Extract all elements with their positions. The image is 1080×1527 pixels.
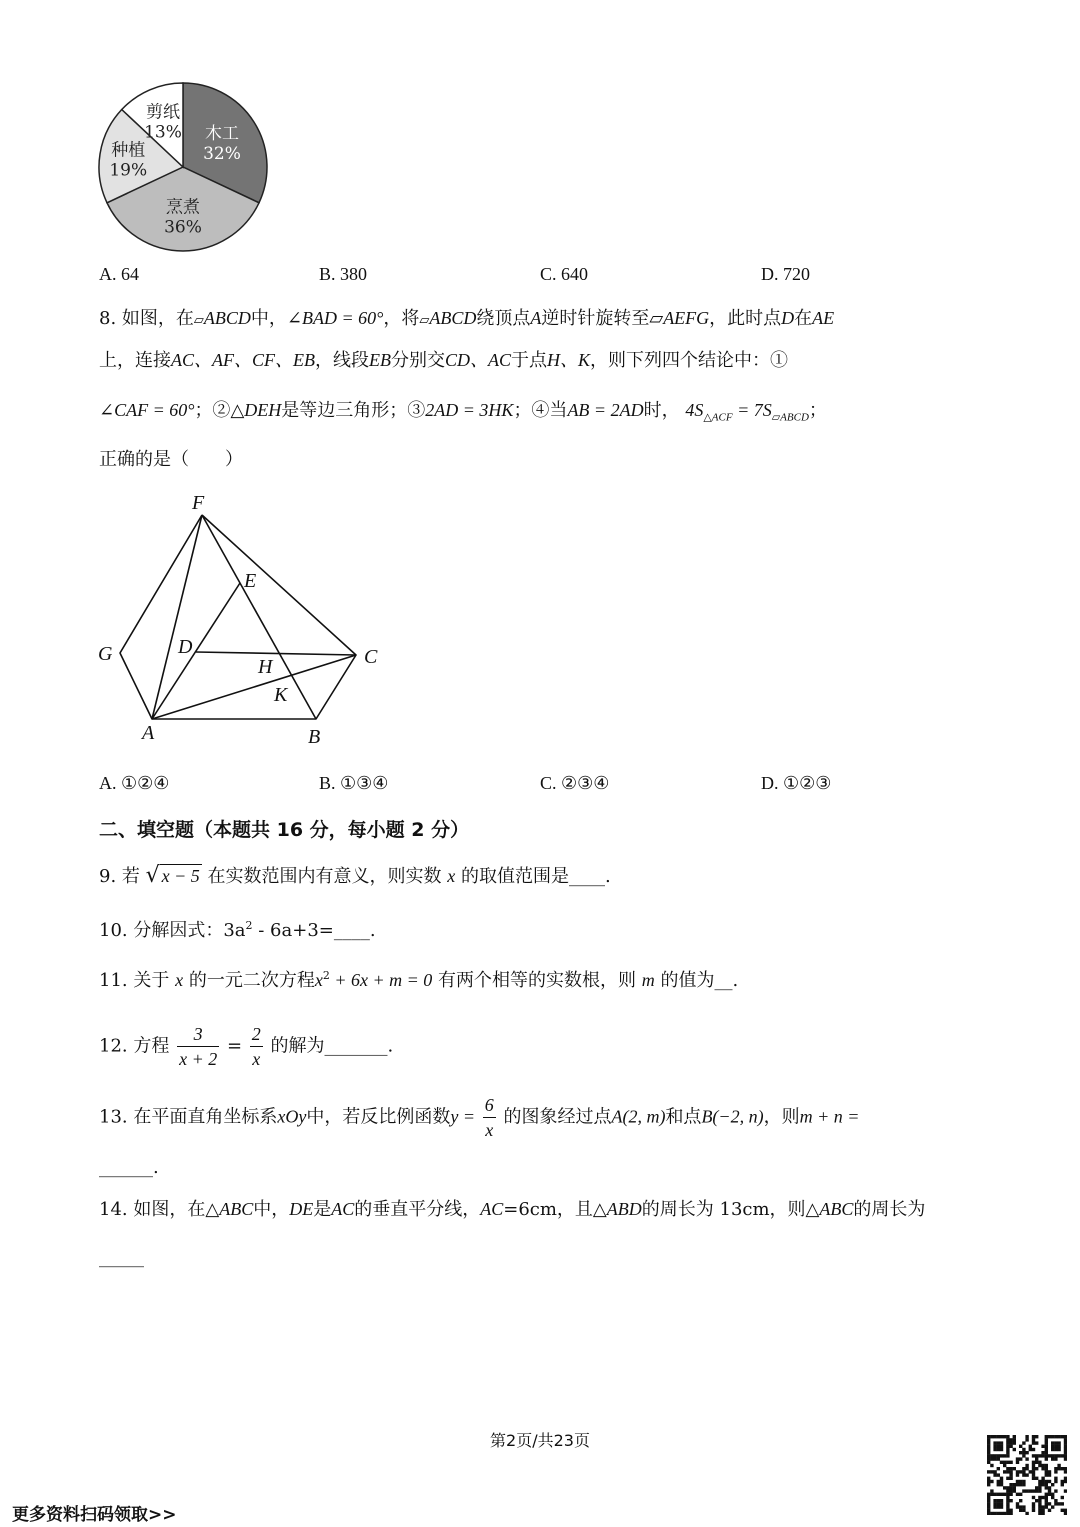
q7-option-c: C. 640 [540,264,589,284]
pie-pct-1: 36% [164,217,202,238]
question-10: 10. 分解因式：$3a^2$ - 6a+3=____. [99,919,376,941]
pie-label-1: 烹煮 [166,197,200,218]
q8-line-1: 8. 如图，在▱ABCD中，∠BAD = 60°，将▱ABCD绕顶点A逆时针旋转至▱AEFG，此时点D在AE [99,308,835,329]
pie-chart [95,82,275,257]
q7-option-a: A. 64 [99,264,139,284]
page-number: 第2页/共23页 [490,1431,590,1450]
question-9: 9. 若 √ x − 5 在实数范围内有意义，则实数 x 的取值范围是____. [99,863,611,888]
question-14: 14. 如图，在△ABC中，DE是AC的垂直平分线，AC=6cm，且△ABD的周长为 13cm，则△ABC的周长为 [99,1199,926,1220]
point-label-b: B [308,726,321,748]
pie-label-2: 种植 [111,140,146,161]
section-heading: 二、填空题（本题共 16 分，每小题 2 分） [99,819,470,841]
point-label-k: K [274,684,288,706]
point-label-c: C [364,646,378,668]
qr-code[interactable] [987,1435,1067,1515]
q8-line-3: ∠CAF = 60°；②△DEH是等边三角形；③2AD = 3HK；④当AB = 2AD时， $4S_{\triangle ACF} = 7S_{▱ABCD}$； [99,400,827,424]
point-label-f: F [192,492,205,514]
point-label-d: D [178,636,193,658]
pie-label-0: 木工 [205,124,240,145]
q7-option-b: B. 380 [319,264,368,284]
point-label-g: G [98,643,113,665]
question-12: 12. 方程 $\frac{3}{x + 2}$ = $\frac{2}{x}$ 的解为_______. [99,1024,394,1069]
point-label-a: A [142,722,155,744]
geometry-figure [90,485,400,750]
q8-option-d: D. ①②③ [761,773,832,793]
point-label-h: H [258,656,273,678]
q8-option-a: A. ①②④ [99,773,170,793]
pie-pct-2: 19% [109,160,148,181]
q8-option-b: B. ①③④ [319,773,389,793]
point-label-e: E [244,570,257,592]
q8-option-c: C. ②③④ [540,773,610,793]
q7-option-d: D. 720 [761,264,810,284]
q8-line-2: 上，连接AC、AF、CF、EB，线段EB分别交CD、AC于点H、K，则下列四个结论中：① [99,350,789,371]
question-13: 13. 在平面直角坐标系xOy中，若反比例函数y = $\frac{6}{x}$ 的图象经过点A(2, m)和点B(−2, n)，则m + n = [99,1095,860,1140]
pie-pct-3: 13% [144,122,182,143]
question-14-blank: _____ [99,1247,144,1268]
q8-line-4: 正确的是（ ） [99,449,243,470]
question-13-blank: ______. [99,1157,159,1178]
question-11: 11. 关于 x 的一元二次方程$x^2 + 6x + m = 0$ 有两个相等的实数根，则 m 的值为__. [99,969,739,991]
pie-label-3: 剪纸 [145,102,180,123]
more-resources-link[interactable]: 更多资料扫码领取>> [12,1505,177,1525]
pie-pct-0: 32% [203,144,241,165]
